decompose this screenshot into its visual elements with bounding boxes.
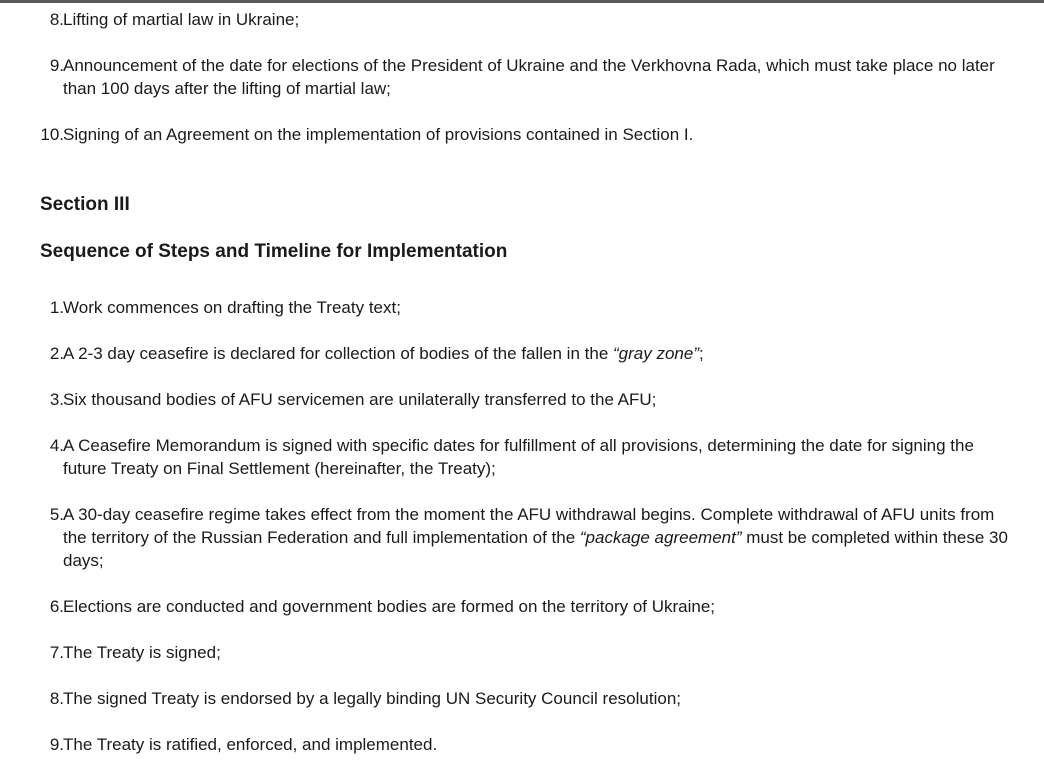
text-run: The Treaty is ratified, enforced, and implemented.: [63, 735, 438, 754]
item-number: 1.: [49, 298, 64, 317]
emphasized-text: “package agreement”: [579, 528, 742, 547]
item-text: [63, 123, 1008, 146]
item-text: [63, 687, 1008, 710]
text-run: Six thousand bodies of AFU servicemen are unilaterally transferred to the AFU;: [63, 390, 657, 409]
item-number: 9.: [49, 56, 64, 75]
item-number: 8.: [49, 689, 64, 708]
text-run: Work commences on drafting the Treaty text;: [63, 298, 401, 317]
item-text: [63, 8, 1008, 31]
item-text: [63, 342, 1008, 365]
section-title: Sequence of Steps and Timeline for Implementation: [40, 241, 508, 262]
text-run: Signing of an Agreement on the implementation of provisions contained in Section I.: [63, 125, 694, 144]
text-run: A 2-3 day ceasefire is declared for collection of bodies of the fallen in the: [63, 344, 613, 363]
text-run: must be completed within these 30 days;: [63, 528, 1008, 570]
item-number: 9.: [49, 735, 64, 754]
item-number: 6.: [49, 597, 64, 616]
section-label: Section III: [40, 194, 130, 215]
item-text: [63, 641, 1008, 664]
text-run: A Ceasefire Memorandum is signed with specific dates for fulfillment of all provisions, determining the date for signing the future Treaty on Final Settlement (hereinafter, the Treaty);: [63, 436, 974, 478]
text-run: Lifting of martial law in Ukraine;: [63, 10, 300, 29]
emphasized-text: “gray zone”: [613, 344, 699, 363]
item-text: [63, 595, 1008, 618]
item-number: 2.: [49, 344, 64, 363]
top-divider: [0, 0, 1044, 3]
text-run: The signed Treaty is endorsed by a legally binding UN Security Council resolution;: [63, 689, 681, 708]
item-number: 8.: [49, 10, 64, 29]
item-number: 3.: [49, 390, 64, 409]
item-text: [63, 54, 1008, 100]
text-run: The Treaty is signed;: [63, 643, 221, 662]
item-text: [63, 503, 1008, 572]
text-run: Announcement of the date for elections of the President of Ukraine and the Verkhovna Rada, which must take place no later than 100 days after the lifting of martial law;: [63, 56, 995, 98]
text-run: Elections are conducted and government bodies are formed on the territory of Ukraine;: [63, 597, 716, 616]
item-text: [63, 296, 1008, 319]
item-number: 4.: [49, 436, 64, 455]
item-text: [63, 388, 1008, 411]
item-text: [63, 434, 1008, 480]
text-run: ;: [698, 344, 704, 363]
item-number: 10.: [40, 125, 64, 144]
item-number: 7.: [49, 643, 64, 662]
item-text: [63, 733, 1008, 756]
item-number: 5.: [49, 505, 64, 524]
text-run: A 30-day ceasefire regime takes effect from the moment the AFU withdrawal begins. Complete withdrawal of AFU units from the territory of the Russian Federation and full implementation of the: [63, 505, 995, 547]
